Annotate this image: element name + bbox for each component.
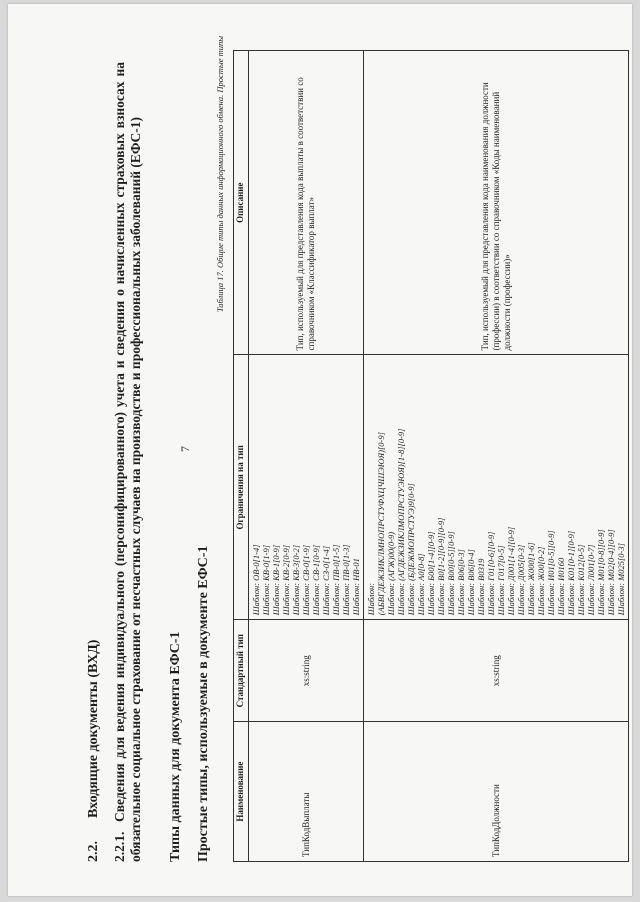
standard-type-cell: xs:string — [364, 620, 629, 722]
pattern-line: Шаблон: И01[0-5][0-9] — [546, 530, 556, 616]
pattern-line: Шаблон: В06[0-4] — [466, 549, 476, 616]
pattern-line: Шаблон: КВ-2[0-9] — [281, 544, 291, 616]
table-row — [364, 51, 629, 862]
pattern-line: Шаблон: В00[0-5][0-9] — [446, 531, 456, 616]
pattern-line: Шаблон: СВ-0[1-9] — [301, 544, 311, 616]
table-header-row — [234, 51, 249, 862]
subsection-title: Сведения для ведения индивидуального (персонифицированного) учета и сведения о начисленных страховых взносах на обязательное социальное страхование от несчастных случаев на производстве и профессиональных заболеваний (ЕФС-1) — [112, 62, 143, 862]
description-cell: Тип, используемый для представления кода наименования должности (профессии) в соответствии со справочником «Коды наименований должности (профессии)» — [364, 51, 629, 355]
pattern-line: Шаблон: (БДЕЖМОПРСТУЭ)9[0-9] — [406, 483, 416, 616]
section-title: Входящие документы (ВХД) — [86, 639, 101, 818]
standard-type-cell: xs:string — [249, 620, 364, 722]
simple-types-heading: Простые типы, используемые в документе ЕФС-1 — [196, 545, 211, 862]
type-name-cell: ТипКодДолжности — [364, 722, 629, 862]
pattern-line: Шаблон: — [366, 582, 376, 616]
pattern-line: Шаблон: К012[0-5] — [576, 544, 586, 616]
restrictions-cell — [364, 355, 629, 620]
pattern-line: Шаблон: Б00[1-4][0-9] — [426, 531, 436, 616]
subsection-heading — [112, 62, 144, 862]
pattern-line: Шаблон: (АГДЕЖЗИКЛМОПРСТУЭЮЯ)[1-8][0-9] — [396, 428, 406, 616]
pattern-line: Шаблон: Л001[0-7] — [586, 544, 596, 616]
pattern-line: Шаблон: А0[0-8] — [416, 553, 426, 616]
pattern-line: (АБВГДЕЖЗИКЛМНОПРСТУФХЦЧШЭЮЯ)[0-9] — [376, 432, 386, 616]
pattern-line: Шаблон: Г017[0-5] — [496, 545, 506, 616]
description-cell: Тип, используемый для представления кода выплаты в соответствии со справочником «Классификатор выплат» — [249, 51, 364, 355]
header-description: Описание — [234, 51, 249, 355]
pattern-line: Шаблон: Ж00[0-2] — [536, 546, 546, 616]
header-name: Наименование — [234, 722, 249, 862]
pattern-line: Шаблон: Г01[0-6][0-9] — [486, 531, 496, 616]
pattern-line: Шаблон: Ж000[1-6] — [526, 542, 536, 616]
pattern-line: Шаблон: СВ-1[0-9] — [311, 544, 321, 616]
pattern-line: Шаблон: М02[0-4][0-9] — [606, 529, 616, 616]
rotated-content — [8, 4, 632, 896]
header-standard-type: Стандартный тип — [234, 620, 249, 722]
pattern-line: Шаблон: СЗ-0[1-4] — [321, 545, 331, 616]
pattern-line: Шаблон: К01[0-1][0-9] — [566, 530, 576, 616]
subsection-number: 2.2.1. — [112, 831, 127, 862]
pattern-line: Шаблон: Д001[1-4][0-9] — [506, 526, 516, 616]
data-types-heading: Типы данных для документа ЕФС-1 — [168, 631, 183, 862]
restrictions-cell — [249, 355, 364, 620]
document-page — [8, 4, 632, 896]
pattern-line: Шаблон: И0160 — [556, 557, 566, 616]
page-number: 7 — [178, 446, 192, 452]
section-heading — [86, 640, 102, 862]
pattern-line: Шаблон: ОВ-0[1-4] — [251, 544, 261, 616]
pattern-line: Шаблон: КВ-3[0-2] — [291, 544, 301, 616]
pattern-line: Шаблон: М01[0-8][0-9] — [596, 529, 606, 616]
pattern-line: Шаблон: КВ-0[1-9] — [261, 544, 271, 616]
table-row — [249, 51, 364, 862]
pattern-line: Шаблон: В06[0-3] — [456, 549, 466, 616]
pattern-line: Шаблон: КВ-1[0-9] — [271, 544, 281, 616]
simple-types-table — [233, 50, 629, 862]
section-number: 2.2. — [86, 841, 101, 862]
pattern-line: Шаблон: М025[0-3] — [616, 543, 626, 616]
pattern-line: Шаблон: В0319 — [476, 558, 486, 616]
pattern-line: Шаблон: ПВ-0[1-3] — [341, 544, 351, 616]
type-name-cell: ТипКодВыплаты — [249, 722, 364, 862]
header-restrictions: Ограничения на тип — [234, 355, 249, 620]
pattern-line: Шаблон: В0[1-2][0-9][0-9] — [436, 517, 446, 616]
pattern-line: Шаблон: (АГЖ)00(0-9) — [386, 531, 396, 616]
pattern-line: Шаблон: НВ-01 — [351, 558, 361, 616]
pattern-line: Шаблон: Д005[0-3] — [516, 544, 526, 616]
table-caption: Таблица 17. Общие типы данных информационного обмена. Простые типы — [215, 36, 225, 313]
pattern-line: Шаблон: ПВ-0[1-5] — [331, 544, 341, 616]
